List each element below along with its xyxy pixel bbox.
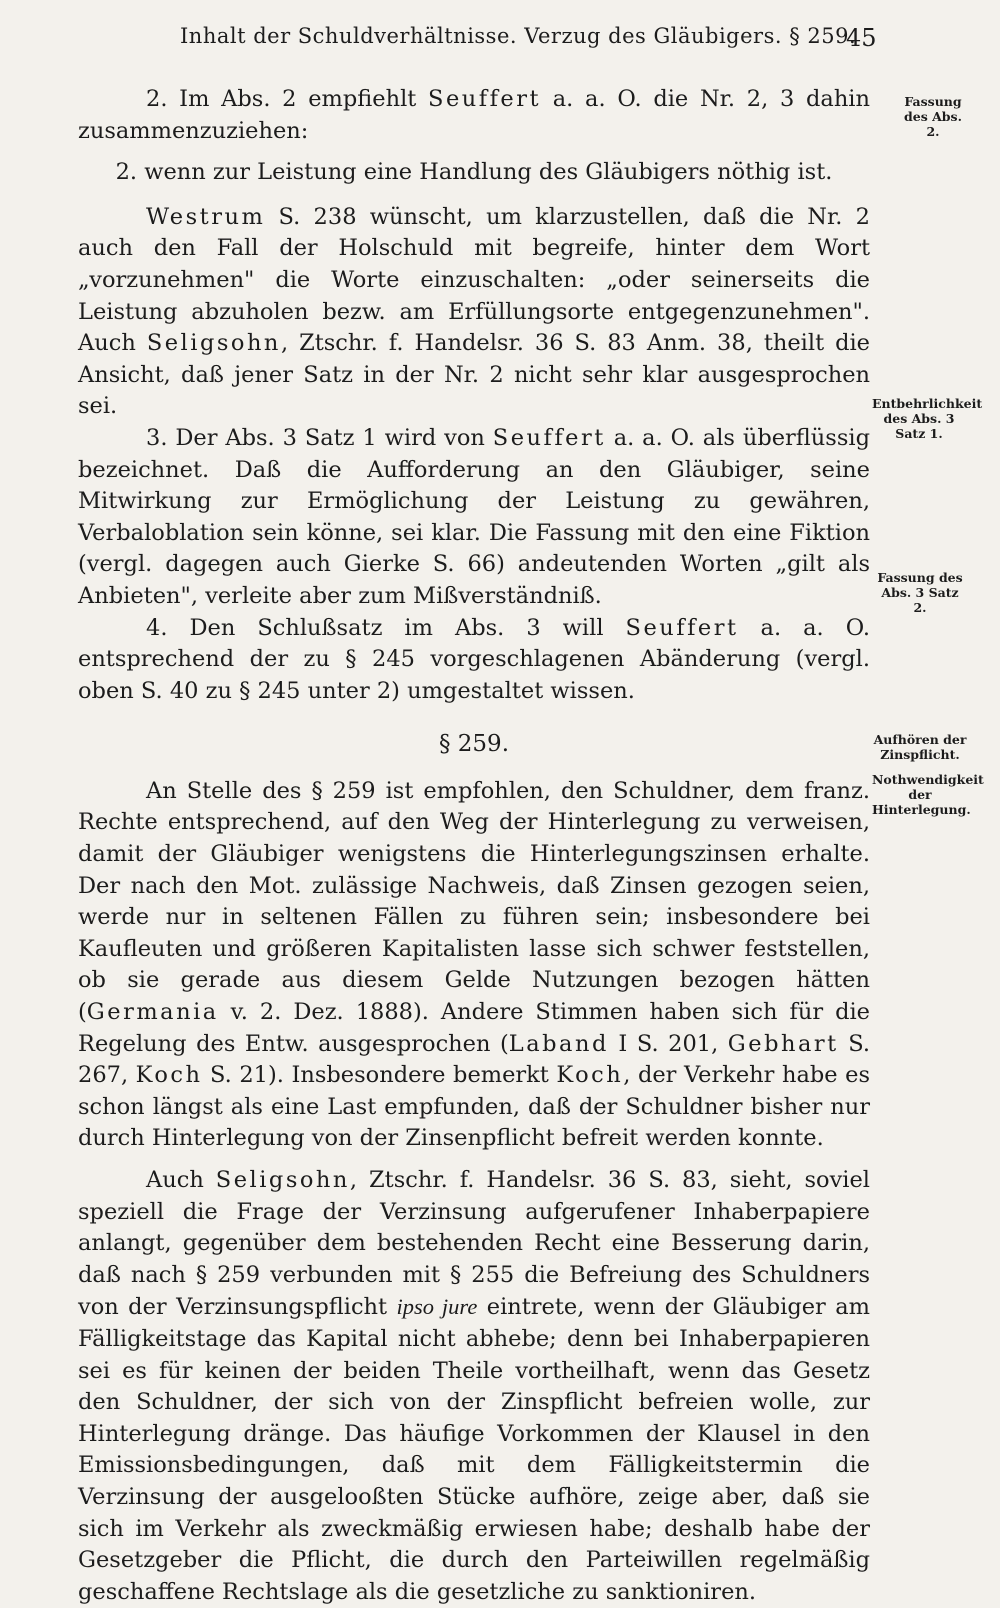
latin-phrase: ipso jure bbox=[396, 1294, 478, 1320]
body-text bbox=[78, 84, 870, 1608]
author-name: Westrum bbox=[146, 203, 266, 230]
paragraph-seligsohn bbox=[78, 1165, 870, 1608]
author-name: Seligsohn bbox=[146, 330, 281, 357]
author-name: Koch bbox=[556, 1062, 624, 1089]
text-run: 3. Der Abs. 3 Satz 1 wird von bbox=[146, 424, 493, 451]
author-name: Seligsohn bbox=[215, 1167, 350, 1193]
text-run: v. 2. Dez. 1888). Andere Stimmen haben sich für die Regelung des Entw. ausgesprochen ( bbox=[78, 999, 870, 1057]
text-run: , Ztschr. f. Handelsr. 36 S. 83 Anm. 38, theilt die Ansicht, daß jener Satz in der Nr. 2 nicht sehr klar ausgesprochen sei. bbox=[78, 330, 871, 420]
margin-note-aufhoeren-zinspflicht: Aufhören der Zinspflicht. bbox=[873, 732, 967, 762]
text-run: 2. Im Abs. 2 empfiehlt bbox=[146, 86, 429, 112]
text-run: a. a. O. die Nr. 2, 3 dahin zusammenzuziehen: bbox=[78, 86, 870, 144]
running-head: Inhalt der Schuldverhältnisse. Verzug des Gläubigers. § 259. bbox=[180, 24, 857, 48]
text-run: S. 21). Insbesondere bemerkt bbox=[202, 1062, 557, 1089]
text-run: a. a. O. entsprechend der zu § 245 vorgeschlagenen Abänderung (vergl. oben S. 40 zu § 245 unter 2) umgestaltet wissen. bbox=[78, 614, 870, 704]
margin-note-fassung-abs-3: Fassung des Abs. 3 Satz 2. bbox=[877, 570, 963, 615]
paragraph-4 bbox=[78, 613, 870, 708]
page-number: 45 bbox=[846, 24, 877, 52]
paragraph-2 bbox=[78, 84, 870, 147]
text-run: Auch bbox=[146, 1167, 216, 1193]
text-run: 4. Den Schlußsatz im Abs. 3 will bbox=[146, 614, 626, 641]
author-name: Koch bbox=[135, 1062, 203, 1089]
text-run: , Ztschr. f. Handelsr. 36 S. 83, sieht, soviel speziell die Frage der Verzinsung aufgerufener Inhaberpapiere anlangt, gegenüber dem bestehenden Recht eine Besserung darin, daß nach § 259 verbunden mit § 255 die Befreiung des Schuldners von der Verzinsungspflicht bbox=[78, 1167, 871, 1321]
text-run: I S. 201, bbox=[608, 1030, 728, 1057]
author-name: Seuffert bbox=[428, 86, 542, 112]
author-name: Laband bbox=[508, 1030, 609, 1057]
author-name: Seuffert bbox=[492, 424, 606, 451]
section-heading: § 259. bbox=[438, 731, 510, 758]
margin-note-entbehrlichkeit: Entbehrlichkeit des Abs. 3 Satz 1. bbox=[872, 396, 983, 441]
paragraph-3 bbox=[78, 423, 870, 613]
source-name: Germania bbox=[86, 999, 219, 1026]
text-run: , der Verkehr habe es schon längst als eine Last empfunden, daß der Schuldner bisher nur durch Hinterlegung von der Zinsenpflicht befreit werden konnte. bbox=[78, 1062, 871, 1152]
text-run: a. a. O. als überflüssig bezeichnet. Daß die Aufforderung an den Gläubiger, seine Mitwirkung zur Ermöglichung der Leistung zu gewähren, Verbaloblation sein könne, sei klar. Die Fassung mit den eine Fiktion (vergl. dagegen auch Gierke S. 66) andeutenden Worten „gilt als Anbieten", verleite aber zum Mißverständniß. bbox=[78, 424, 870, 609]
text-run: S. 238 wünscht, um klarzustellen, daß die Nr. 2 auch den Fall der Holschuld mit begreife, hinter dem Wort „vorzunehmen" die Worte einzuschalten: „oder seinerseits die Leistung abzuholen bezw. am Erfüllungsorte entgegenzunehmen". Auch bbox=[78, 203, 870, 357]
author-name: Gebhart bbox=[727, 1030, 839, 1057]
margin-note-nothwendigkeit: Nothwendigkeit der Hinterlegung. bbox=[872, 772, 984, 817]
text-run: eintrete, wenn der Gläubiger am Fälligkeitstage das Kapital nicht abhebe; denn bei Inhaberpapieren sei es für keinen der beiden Theile vortheilhaft, wenn das Gesetz den Schuldner, der sich von der Zinspflicht befreien wolle, zur Hinterlegung dränge. Das häufige Vorkommen der Klausel in den Emissionsbedingungen, daß mit dem Fälligkeitstermin die Verzinsung der ausgelooßten Stücke aufhöre, zeige aber, daß sie sich im Verkehr als zweckmäßig erwiesen habe; deshalb habe der Gesetzgeber die Pflicht, die durch den Parteiwillen regelmäßig geschaffene Rechtslage als die gesetzliche zu sanktioniren. bbox=[78, 1294, 870, 1605]
author-name: Seuffert bbox=[625, 614, 739, 641]
paragraph-259 bbox=[78, 776, 870, 1155]
proposed-wording: 2. wenn zur Leistung eine Handlung des Gläubigers nöthig ist. bbox=[115, 159, 833, 186]
text-run: An Stelle des § 259 ist empfohlen, den Schuldner, dem franz. Rechte entsprechend, auf den Weg der Hinterlegung zu verweisen, damit der Gläubiger wenigstens die Hinterlegungszinsen erhalte. Der nach den Mot. zulässige Nachweis, daß Zinsen gezogen seien, werde nur in seltenen Fällen zu führen sein; insbesondere bei Kaufleuten und größeren Kapitalisten lasse sich schwer feststellen, ob sie gerade aus diesem Gelde Nutzungen bezogen hätten ( bbox=[78, 777, 870, 1026]
margin-note-fassung-abs-2: Fassung des Abs. 2. bbox=[904, 94, 962, 139]
paragraph-westrum bbox=[78, 202, 870, 423]
text-run: S. 267, bbox=[78, 1030, 871, 1089]
